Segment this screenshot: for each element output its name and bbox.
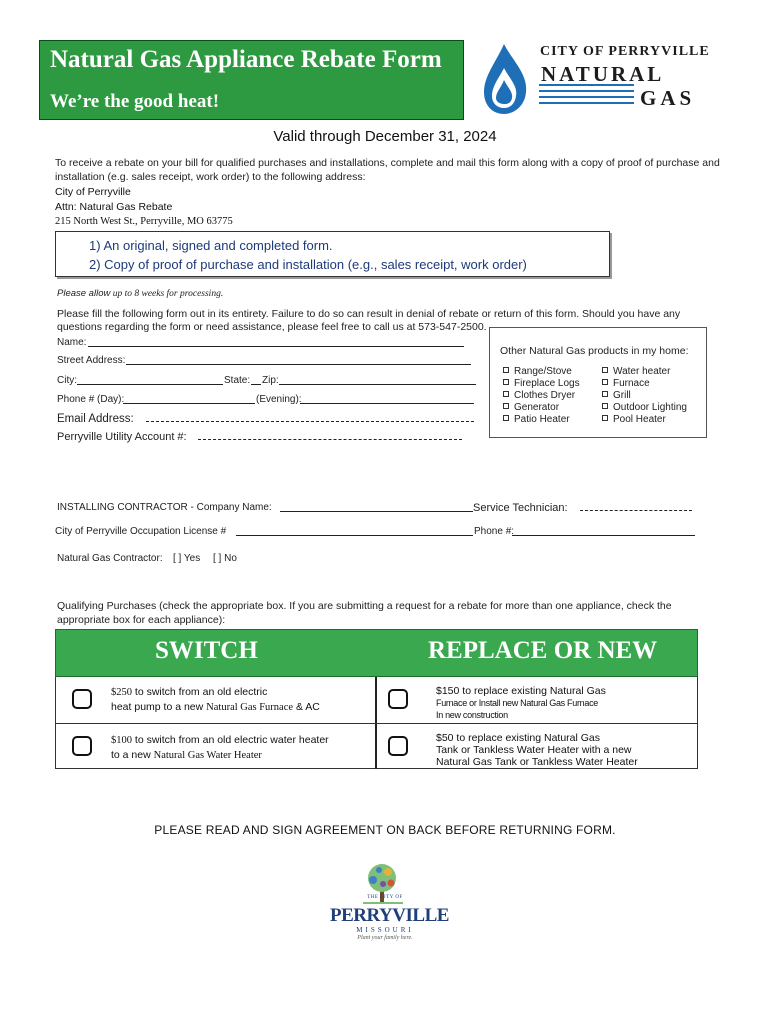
- address-line-1: City of Perryville: [55, 186, 131, 198]
- email-label: Email Address:: [57, 413, 134, 425]
- street-label: Street Address:: [57, 355, 126, 366]
- replace-water-heater-option: [436, 732, 638, 768]
- option-text: Natural Gas Tank or Tankless Water Heater: [436, 756, 638, 768]
- product-checkbox[interactable]: [503, 414, 570, 425]
- valid-through: Valid through December 31, 2024: [273, 128, 497, 145]
- checkbox-icon: [503, 403, 509, 409]
- table-divider: [55, 723, 698, 724]
- option-text: In new construction: [436, 710, 508, 720]
- seal-city-name: PERRYVILLE: [330, 905, 449, 926]
- phone-day-field[interactable]: [123, 403, 255, 404]
- checkbox-icon: [602, 415, 608, 421]
- ng-contractor-no[interactable]: [ ] No: [213, 553, 237, 564]
- product-label: Clothes Dryer: [514, 390, 576, 401]
- other-products-title: Other Natural Gas products in my home:: [500, 345, 689, 357]
- occupation-license-field[interactable]: [236, 535, 473, 536]
- option-text: $50 to replace existing Natural Gas: [436, 732, 601, 744]
- switch-water-heater-option: [111, 734, 329, 762]
- checkbox-icon: [602, 391, 608, 397]
- product-label: Pool Heater: [613, 414, 666, 425]
- checkbox-icon: [503, 415, 509, 421]
- city-label: City:: [57, 375, 77, 386]
- account-field[interactable]: [198, 439, 462, 440]
- instructions-paragraph: Please fill the following form out in its entirety. Failure to do so can result in denial of rebate or return of this form. Should you have any questions regarding the form or need assistance, please feel free to call us at 573-547-2500.: [57, 308, 681, 333]
- option-text: Furnace or Install new Natural Gas Furnace: [436, 698, 598, 708]
- logo-city-text: CITY OF PERRYVILLE: [540, 44, 710, 59]
- replace-heading: REPLACE OR NEW: [428, 637, 658, 664]
- logo-gas-text: GAS: [640, 86, 696, 110]
- seal-state: MISSOURI: [356, 926, 414, 934]
- flame-icon: [484, 44, 526, 114]
- sign-agreement-note: PLEASE READ AND SIGN AGREEMENT ON BACK BEFORE RETURNING FORM.: [154, 823, 616, 837]
- account-label: Perryville Utility Account #:: [57, 431, 187, 443]
- checkbox-icon: [503, 379, 509, 385]
- product-label: Generator: [514, 402, 560, 413]
- product-checkbox[interactable]: [602, 366, 670, 377]
- product-checkbox[interactable]: [503, 366, 572, 377]
- option-amount: $100: [111, 735, 132, 746]
- replace-furnace-checkbox[interactable]: [388, 689, 408, 709]
- checkbox-icon: [503, 367, 509, 373]
- state-label: State:: [224, 375, 251, 386]
- name-label: Name:: [57, 337, 87, 348]
- contractor-phone-label: Phone #:: [474, 526, 515, 537]
- replace-furnace-option: [436, 685, 606, 721]
- switch-heat-pump-option: [111, 686, 320, 714]
- option-text: $150 to replace existing Natural Gas: [436, 685, 606, 697]
- checkbox-icon: [503, 391, 509, 397]
- phone-evening-field[interactable]: [300, 403, 474, 404]
- seal-top-text: THE CITY OF: [367, 895, 403, 900]
- name-field[interactable]: [88, 346, 464, 347]
- state-field[interactable]: [251, 384, 261, 385]
- checkbox-icon: [602, 403, 608, 409]
- requirement-item: 1) An original, signed and completed form.: [89, 238, 333, 253]
- address-line-3: 215 North West St., Perryville, MO 63775: [55, 216, 233, 227]
- processing-rest: up to 8 weeks for processing.: [110, 289, 224, 299]
- product-label: Fireplace Logs: [514, 378, 580, 389]
- option-amount: $250: [111, 687, 132, 698]
- option-text: to a new: [111, 749, 154, 761]
- processing-prefix: Please allow: [57, 288, 111, 299]
- product-checkbox[interactable]: [503, 402, 559, 413]
- zip-field[interactable]: [279, 384, 476, 385]
- service-tech-field[interactable]: [580, 510, 692, 511]
- product-label: Range/Stove: [514, 366, 572, 377]
- ng-contractor-label: Natural Gas Contractor:: [57, 553, 163, 564]
- city-field[interactable]: [77, 384, 223, 385]
- zip-label: Zip:: [262, 375, 279, 386]
- phone-evening-label: (Evening):: [256, 394, 302, 405]
- product-checkbox[interactable]: [602, 390, 631, 401]
- product-checkbox[interactable]: [602, 414, 666, 425]
- seal-tagline: Plant your family here.: [357, 935, 413, 941]
- switch-water-heater-checkbox[interactable]: [72, 736, 92, 756]
- address-line-2: Attn: Natural Gas Rebate: [55, 201, 173, 213]
- product-checkbox[interactable]: [602, 402, 687, 413]
- checkbox-icon: [602, 379, 608, 385]
- product-label: Patio Heater: [514, 414, 570, 425]
- option-appliance: Natural Gas Furnace: [206, 702, 294, 713]
- option-text: to switch from an old electric: [132, 686, 268, 698]
- replace-water-heater-checkbox[interactable]: [388, 736, 408, 756]
- option-text: & AC: [293, 701, 320, 713]
- form-subtitle: We’re the good heat!: [50, 91, 220, 112]
- intro-paragraph: To receive a rebate on your bill for qualified purchases and installations, complete and mail this form along with a copy of proof of purchase and installation (e.g. sales receipt, work order) to the following address:: [55, 157, 720, 183]
- street-field[interactable]: [126, 364, 471, 365]
- product-checkbox[interactable]: [503, 390, 575, 401]
- switch-heading: SWITCH: [155, 637, 258, 664]
- service-tech-label: Service Technician:: [473, 502, 568, 514]
- ng-contractor-yes[interactable]: [ ] Yes: [173, 553, 201, 564]
- product-label: Water heater: [613, 366, 671, 377]
- product-label: Furnace: [613, 378, 650, 389]
- email-field[interactable]: [146, 421, 474, 422]
- phone-day-label: Phone # (Day):: [57, 394, 125, 405]
- option-text: heat pump to a new: [111, 701, 207, 713]
- product-checkbox[interactable]: [503, 378, 580, 389]
- contractor-phone-field[interactable]: [512, 535, 695, 536]
- product-label: Outdoor Lighting: [613, 402, 687, 413]
- product-checkbox[interactable]: [602, 378, 650, 389]
- qualifying-intro: Qualifying Purchases (check the appropriate box. If you are submitting a request for a rebate for more than one appliance, check the appropriate box for each appliance):: [57, 600, 672, 626]
- processing-note: [57, 288, 223, 299]
- option-text: to switch from an old electric water heater: [132, 734, 329, 746]
- option-text: Tank or Tankless Water Heater with a new: [436, 744, 632, 756]
- form-title: Natural Gas Appliance Rebate Form: [50, 46, 442, 73]
- product-label: Grill: [613, 390, 631, 401]
- requirement-item: 2) Copy of proof of purchase and installation (e.g., sales receipt, work order): [89, 257, 527, 272]
- option-appliance: Natural Gas Water Heater: [153, 750, 262, 761]
- contractor-company-field[interactable]: [280, 511, 473, 512]
- contractor-company-label: INSTALLING CONTRACTOR - Company Name:: [57, 502, 272, 513]
- logo-natural-text: NATURAL: [541, 62, 665, 86]
- switch-heat-pump-checkbox[interactable]: [72, 689, 92, 709]
- checkbox-icon: [602, 367, 608, 373]
- occupation-license-label: City of Perryville Occupation License #: [55, 526, 227, 537]
